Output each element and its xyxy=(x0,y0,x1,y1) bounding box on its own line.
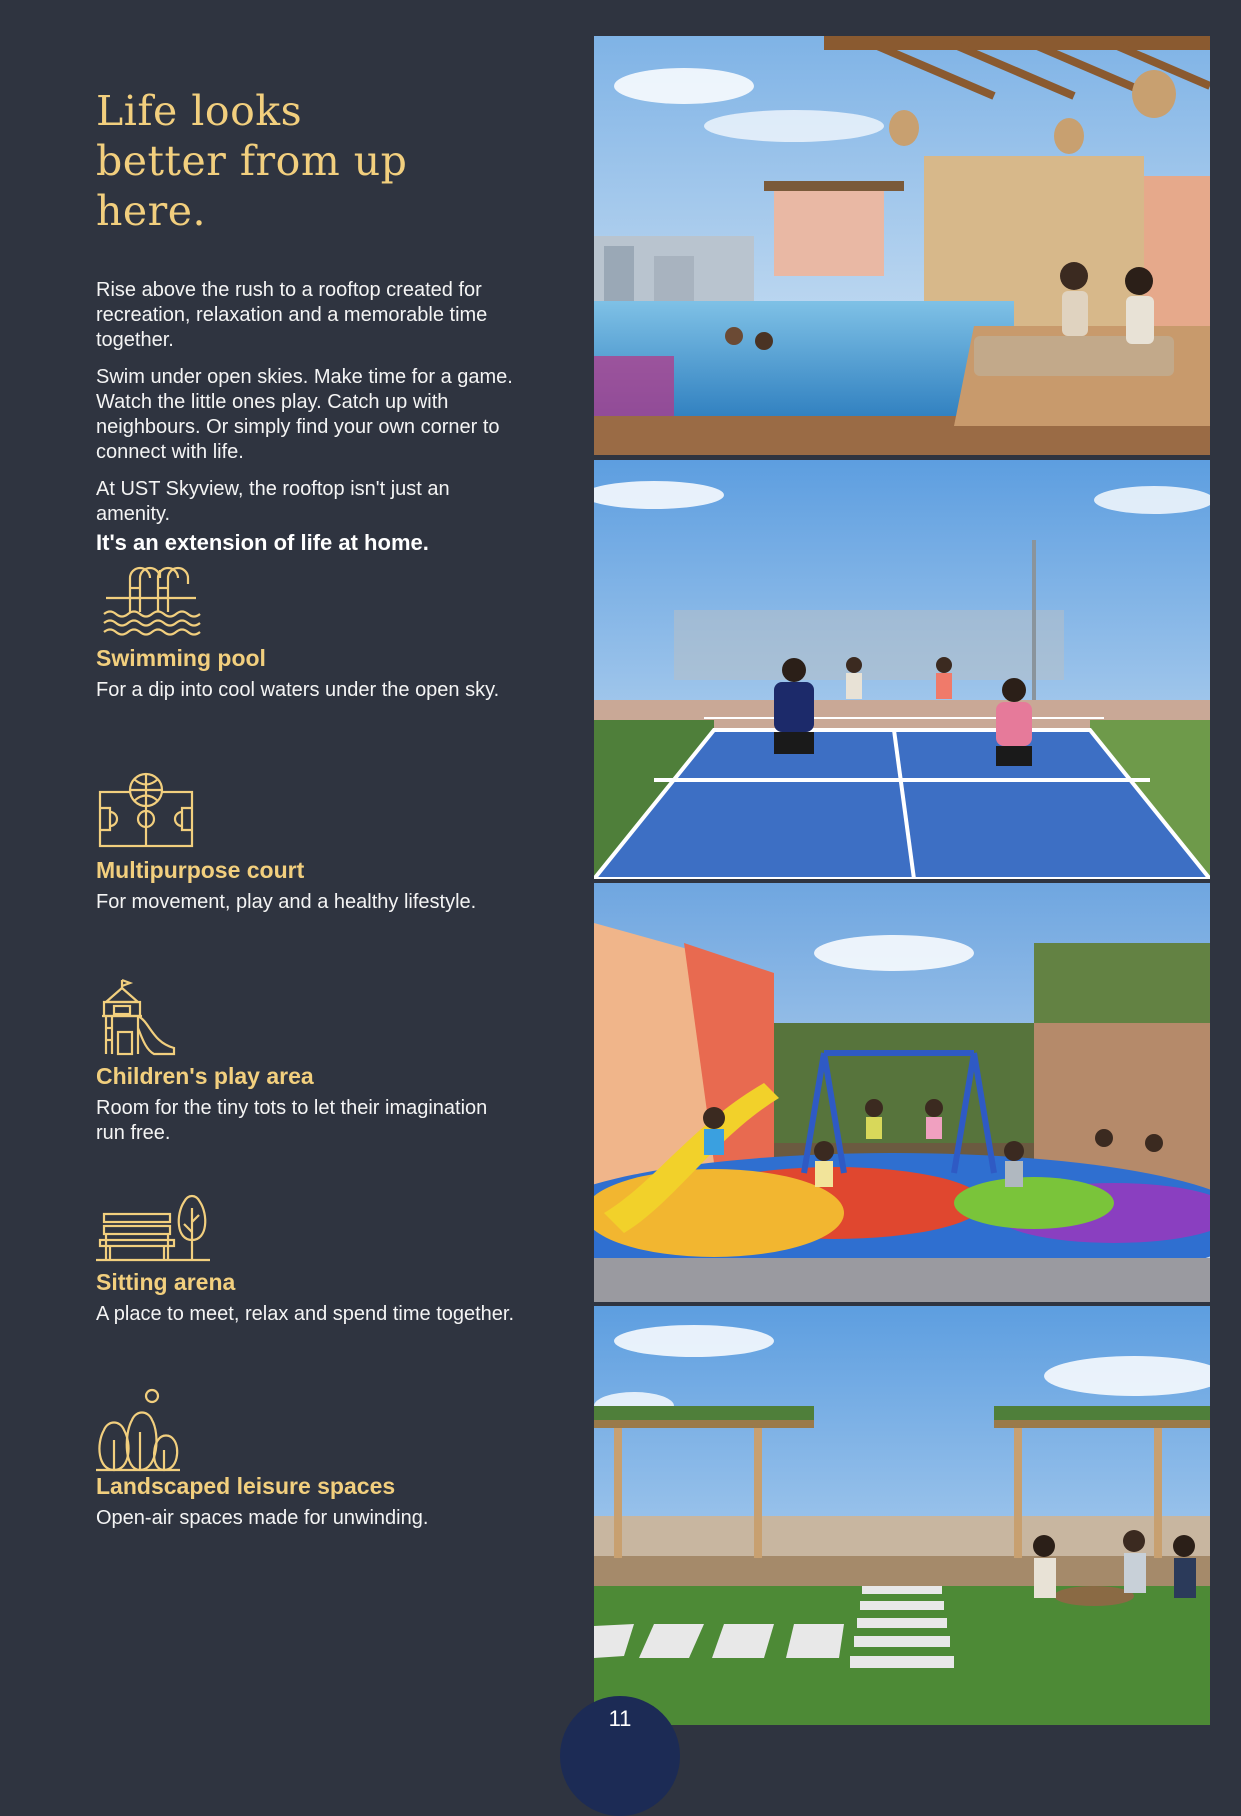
intro-paragraph-3: At UST Skyview, the rooftop isn't just an amenity. xyxy=(96,478,450,525)
page-headline xyxy=(96,86,516,236)
headline-line-1: Life looks xyxy=(96,87,303,135)
amenity-sitting-arena xyxy=(96,1184,516,1327)
intro-column xyxy=(96,86,516,557)
rooftop-pool-photo xyxy=(594,36,1210,455)
amenity-description: For movement, play and a healthy lifestyle. xyxy=(96,891,477,913)
amenity-name: Children's play area xyxy=(96,1063,314,1089)
amenity-name: Landscaped leisure spaces xyxy=(96,1473,396,1499)
amenity-name: Swimming pool xyxy=(96,645,266,671)
amenity-name: Multipurpose court xyxy=(96,857,305,883)
intro-paragraph-2: Swim under open skies. Make time for a game. Watch the little ones play. Catch up with neighbours. Or simply find your own corner to connect with life. xyxy=(96,366,513,463)
amenity-name: Sitting arena xyxy=(96,1269,236,1295)
intro-emphasis: It's an extension of life at home. xyxy=(96,530,429,555)
page-number: 11 xyxy=(608,1706,632,1731)
amenity-description: Open-air spaces made for unwinding. xyxy=(96,1507,429,1529)
amenity-description: For a dip into cool waters under the open sky. xyxy=(96,679,500,701)
amenity-landscaped-leisure-spaces xyxy=(96,1388,516,1531)
intro-paragraph-1: Rise above the rush to a rooftop created for recreation, relaxation and a memorable time together. xyxy=(96,279,488,351)
amenity-description: A place to meet, relax and spend time together. xyxy=(96,1303,515,1325)
multipurpose-court-photo xyxy=(594,460,1210,879)
playhouse-slide-icon xyxy=(96,978,516,1056)
amenity-description: Room for the tiny tots to let their imagination run free. xyxy=(96,1097,488,1144)
bench-tree-icon xyxy=(96,1184,516,1262)
childrens-play-area-photo xyxy=(594,883,1210,1302)
court-ball-icon xyxy=(96,772,516,850)
landscaped-seating-photo xyxy=(594,1306,1210,1725)
amenity-multipurpose-court xyxy=(96,772,516,915)
amenity-childrens-play-area xyxy=(96,978,516,1146)
headline-line-2: better from up here. xyxy=(96,137,408,235)
trees-sun-icon xyxy=(96,1388,516,1466)
pool-ladder-icon xyxy=(96,560,516,638)
amenity-swimming-pool xyxy=(96,560,516,703)
